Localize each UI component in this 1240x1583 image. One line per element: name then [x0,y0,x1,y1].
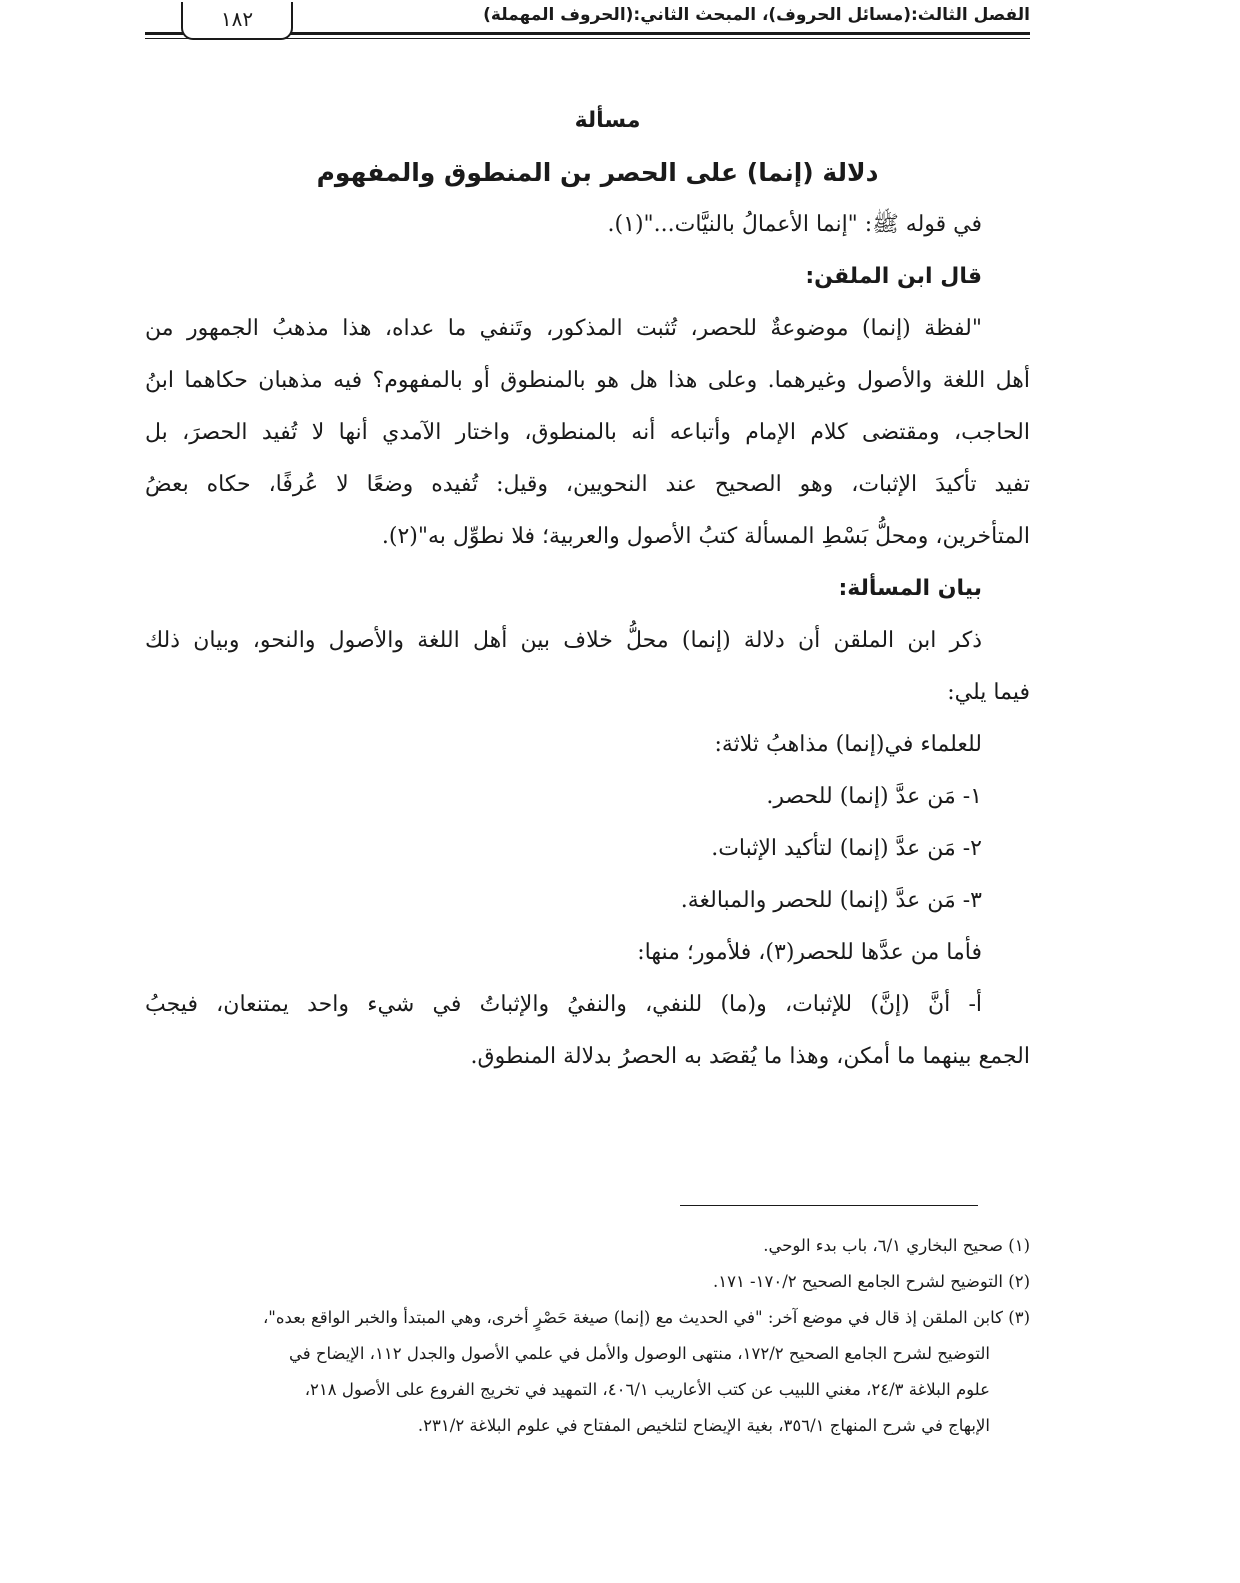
main-text [145,95,1030,1083]
list-item: ١- مَن عدَّ (إنما) للحصر. [766,784,982,809]
page-header [145,0,1030,44]
point-a-line: الجمع بينهما ما أمكن، وهذا ما يُقصَد به الحصرُ بدلالة المنطوق. [470,1044,1030,1069]
page-number: ١٨٢ [181,2,293,40]
list-item: ٢- مَن عدَّ (إنما) لتأكيد الإثبات. [711,836,982,861]
first-view-line: فأما من عدَّها للحصر(٣)، فلأمور؛ منها: [637,940,982,965]
section-heading-ibn-mulaqqin: قال ابن الملقن: [805,264,982,289]
point-a-line: أ- أنَّ (إنَّ) للإثبات، و(ما) للنفي، والنفيُ والإثباتُ في شيء واحد يمتنعان، فيجبُ [145,992,982,1017]
section-heading-explanation: بيان المسألة: [838,576,982,601]
footnotes [145,1228,1030,1444]
footnote-3: (٣) كابن الملقن إذ قال في موضع آخر: "في الحديث مع (إنما) صيغة حَصْرٍ أخرى، وهي المبتدأ والخبر الواقع بعده"، [262,1308,1030,1327]
hadith-line: في قوله ﷺ: "إنما الأعمالُ بالنيَّات..."(١). [607,212,982,237]
running-header-title: الفصل الثالث:(مسائل الحروف)، المبحث الثاني:(الحروف المهملة) [483,5,1030,25]
quote-line: تفيد تأكيدَ الإثبات، وهو الصحيح عند النحويين، وقيل: تُفيده وضعًا لا عُرفًا، حكاه بعضُ [145,472,1030,497]
footnote-2: (٢) التوضيح لشرح الجامع الصحيح ١٧٠/٢- ١٧١. [712,1272,1030,1291]
footnote-3-continuation: التوضيح لشرح الجامع الصحيح ١٧٢/٢، منتهى الوصول والأمل في علمي الأصول والجدل ١١٢، الإيضاح في [288,1344,990,1363]
explanation-line: فيما يلي: [947,680,1030,705]
section-label: مسألة [574,108,641,133]
quote-line: "لفظة (إنما) موضوعةٌ للحصر، تُثبت المذكور، وتَنفي ما عداه، هذا مذهبُ الجمهور من [145,316,982,341]
footnote-1: (١) صحيح البخاري ٦/١، باب بدء الوحي. [763,1236,1030,1255]
list-item: ٣- مَن عدَّ (إنما) للحصر والمبالغة. [680,888,982,913]
quote-line: المتأخرين، ومحلُّ بَسْطِ المسألة كتبُ الأصول والعربية؛ فلا نطوِّل به"(٢). [381,524,1030,549]
quote-line: أهل اللغة والأصول وغيرهما. وعلى هذا هل هو بالمنطوق أو بالمفهوم؟ فيه مذهبان حكاهما ابنُ [145,368,1030,393]
list-intro: للعلماء في(إنما) مذاهبُ ثلاثة: [714,732,982,757]
explanation-line: ذكر ابن الملقن أن دلالة (إنما) محلُّ خلاف بين أهل اللغة والأصول والنحو، وبيان ذلك [145,628,982,653]
footnote-3-continuation: علوم البلاغة ٢٤/٣، مغني اللبيب عن كتب الأعاريب ٤٠٦/١، التمهيد في تخريج الفروع على الأصول ٢١٨، [304,1380,990,1399]
quote-line: الحاجب، ومقتضى كلام الإمام وأتباعه أنه بالمنطوق، واختار الآمدي أنها لا تُفيد الحصرَ، بل [145,420,1030,445]
footnote-separator [680,1205,978,1206]
footnote-3-continuation: الإبهاج في شرح المنهاج ٣٥٦/١، بغية الإيضاح لتلخيص المفتاح في علوم البلاغة ٢٣١/٢. [417,1416,990,1435]
section-title: دلالة (إنما) على الحصر بن المنطوق والمفهوم [316,158,879,187]
